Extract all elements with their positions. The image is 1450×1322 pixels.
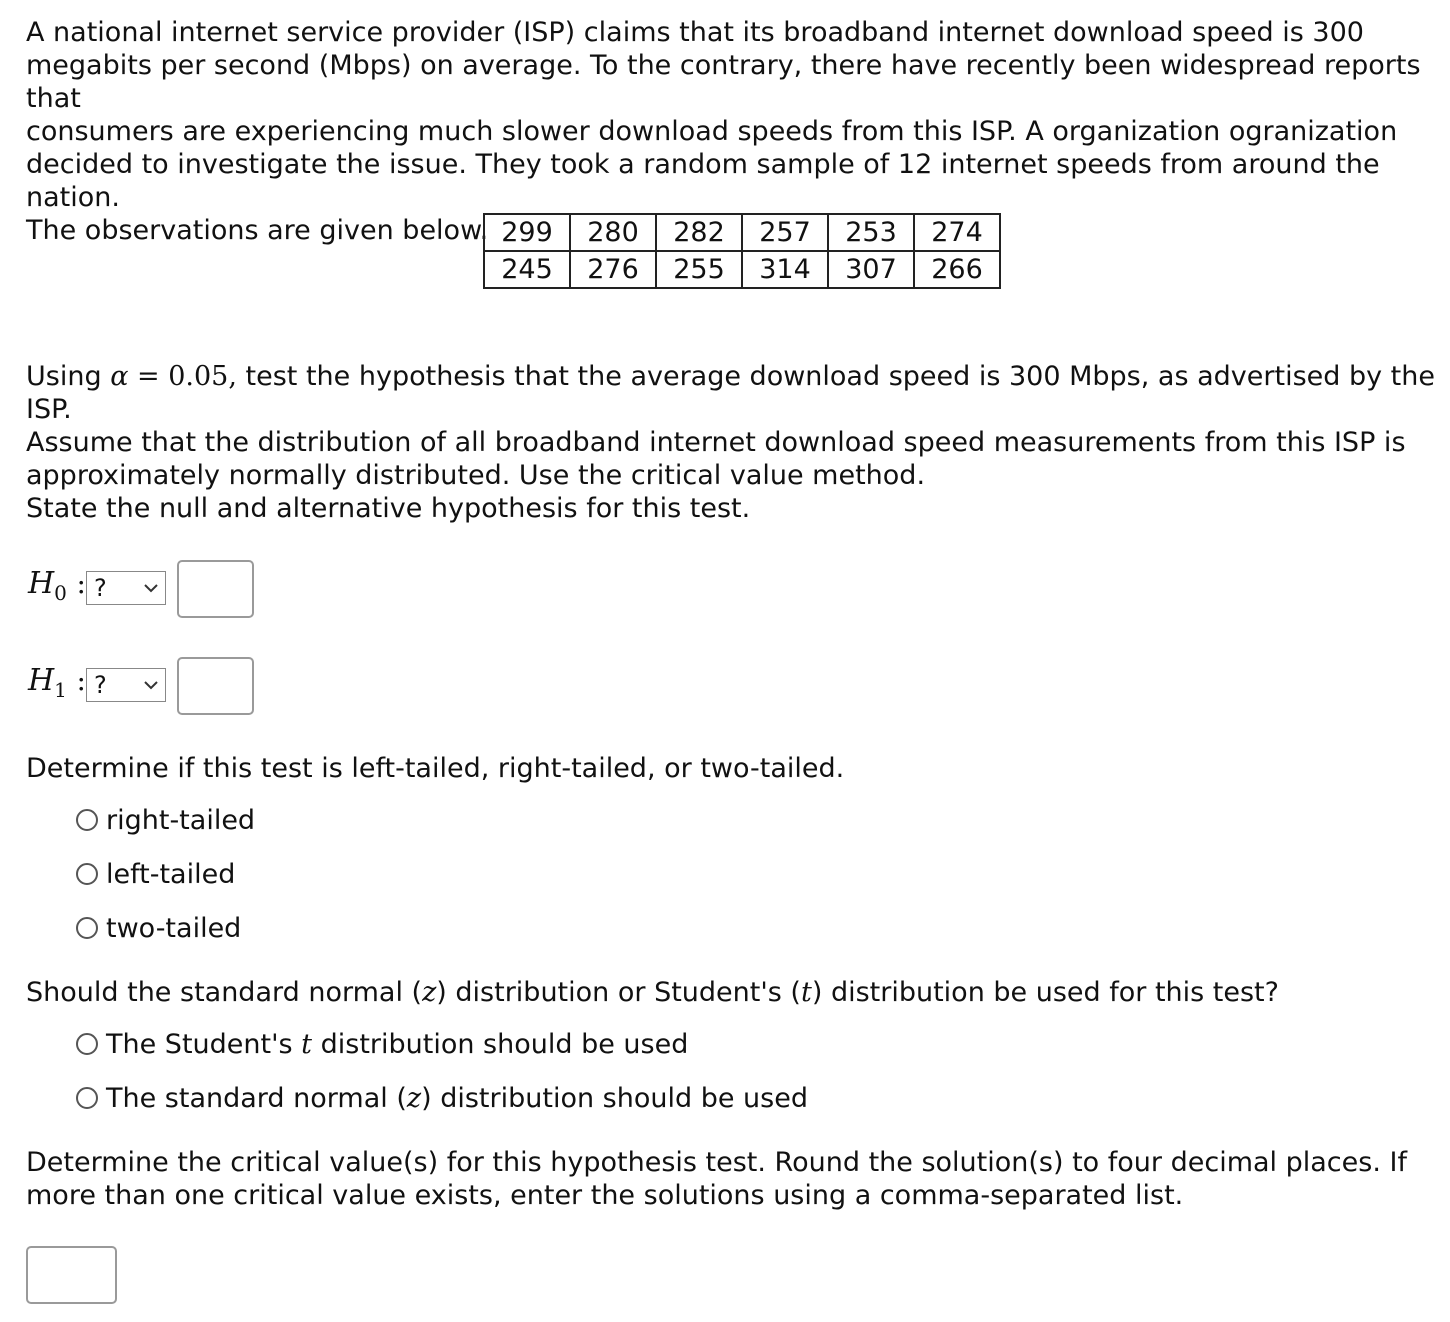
table-cell: 307: [828, 251, 914, 288]
table-cell: 314: [742, 251, 828, 288]
h1-value-input[interactable]: [177, 657, 254, 715]
h1-label: [28, 663, 86, 702]
table-cell: 280: [570, 214, 656, 251]
radio-option-left-tailed[interactable]: [76, 860, 235, 890]
h0-selected-value: ?: [94, 574, 107, 602]
intro-line: A national internet service provider (ISP) claims that its broadband internet download speed is 300: [26, 17, 1364, 48]
table-cell: 257: [742, 214, 828, 251]
radio-circle-icon[interactable]: [76, 809, 98, 831]
table-row: [484, 251, 1000, 288]
z-symbol: z: [422, 977, 437, 1008]
instruction-line: approximately normally distributed. Use the critical value method.: [26, 460, 926, 491]
h1-subscript: 1: [54, 678, 67, 702]
radio-circle-icon[interactable]: [76, 863, 98, 885]
radio-option-right-tailed[interactable]: [76, 806, 255, 836]
radio-option-student-t[interactable]: [76, 1030, 688, 1060]
table-cell: 274: [914, 214, 1000, 251]
option-label: [106, 1083, 808, 1114]
table-cell: 276: [570, 251, 656, 288]
prompt-text: ) distribution or Student's (: [436, 977, 801, 1008]
intro-line: consumers are experiencing much slower download speeds from this ISP. A organization ogranization: [26, 116, 1398, 147]
equals-sign: =: [137, 361, 160, 392]
h0-value-input[interactable]: [177, 560, 254, 618]
critical-value-question: [26, 1146, 1407, 1212]
option-text: distribution should be used: [312, 1029, 689, 1060]
question-line: Determine the critical value(s) for this hypothesis test. Round the solution(s) to four decimal places. If: [26, 1147, 1407, 1178]
h1-colon: :: [76, 664, 86, 697]
distribution-question-prompt: [26, 976, 1279, 1009]
z-symbol: z: [406, 1083, 422, 1114]
using-text: Using: [26, 361, 102, 392]
table-cell: 282: [656, 214, 742, 251]
table-row: [484, 214, 1000, 251]
table-cell: 245: [484, 251, 570, 288]
alpha-value: 0.05,: [168, 361, 237, 392]
option-text: The standard normal (: [106, 1083, 407, 1114]
h0-operator-select[interactable]: [86, 571, 166, 605]
h0-label: [28, 566, 86, 605]
intro-line: decided to investigate the issue. They took a random sample of 12 internet speeds from around the nation.: [26, 149, 1380, 213]
table-cell: 253: [828, 214, 914, 251]
alpha-symbol: α: [110, 361, 129, 392]
tail-question-prompt: Determine if this test is left-tailed, right-tailed, or two-tailed.: [26, 753, 845, 784]
question-line: more than one critical value exists, enter the solutions using a comma-separated list.: [26, 1180, 1184, 1211]
prompt-text: ) distribution be used for this test?: [811, 977, 1279, 1008]
option-label: two-tailed: [106, 913, 242, 944]
hypotheses-prompt: State the null and alternative hypothesis for this test.: [26, 493, 751, 524]
radio-circle-icon[interactable]: [76, 917, 98, 939]
intro-line: The observations are given below.: [26, 215, 489, 246]
t-symbol: t: [800, 977, 812, 1008]
intro-line: megabits per second (Mbps) on average. To the contrary, there have recently been widespread reports that: [26, 50, 1421, 114]
test-instructions: [26, 360, 1450, 492]
option-label: [106, 1029, 688, 1060]
option-text: ) distribution should be used: [421, 1083, 808, 1114]
option-text: The Student's: [106, 1029, 302, 1060]
radio-circle-icon[interactable]: [76, 1087, 98, 1109]
observations-table: [483, 213, 1001, 289]
radio-circle-icon[interactable]: [76, 1033, 98, 1055]
radio-option-standard-normal[interactable]: [76, 1084, 808, 1114]
option-label: right-tailed: [106, 805, 256, 836]
table-cell: 299: [484, 214, 570, 251]
table-cell: 266: [914, 251, 1000, 288]
critical-value-input[interactable]: [26, 1246, 117, 1304]
t-symbol: t: [301, 1029, 313, 1060]
table-cell: 255: [656, 251, 742, 288]
option-label: left-tailed: [106, 859, 236, 890]
h1-symbol: H: [28, 663, 55, 698]
instruction-line: [26, 360, 1450, 426]
instruction-text: test the hypothesis that the average download speed is 300 Mbps, as advertised by the ISP.: [26, 361, 1435, 425]
instruction-line: Assume that the distribution of all broadband internet download speed measurements from this ISP is: [26, 427, 1406, 458]
h1-operator-select[interactable]: [86, 668, 166, 702]
h0-subscript: 0: [54, 581, 67, 605]
chevron-down-icon: [143, 669, 159, 712]
prompt-text: Should the standard normal (: [26, 977, 423, 1008]
h1-selected-value: ?: [94, 671, 107, 699]
h0-colon: :: [76, 567, 86, 600]
h0-symbol: H: [28, 566, 55, 601]
radio-option-two-tailed[interactable]: [76, 914, 241, 944]
chevron-down-icon: [143, 572, 159, 615]
